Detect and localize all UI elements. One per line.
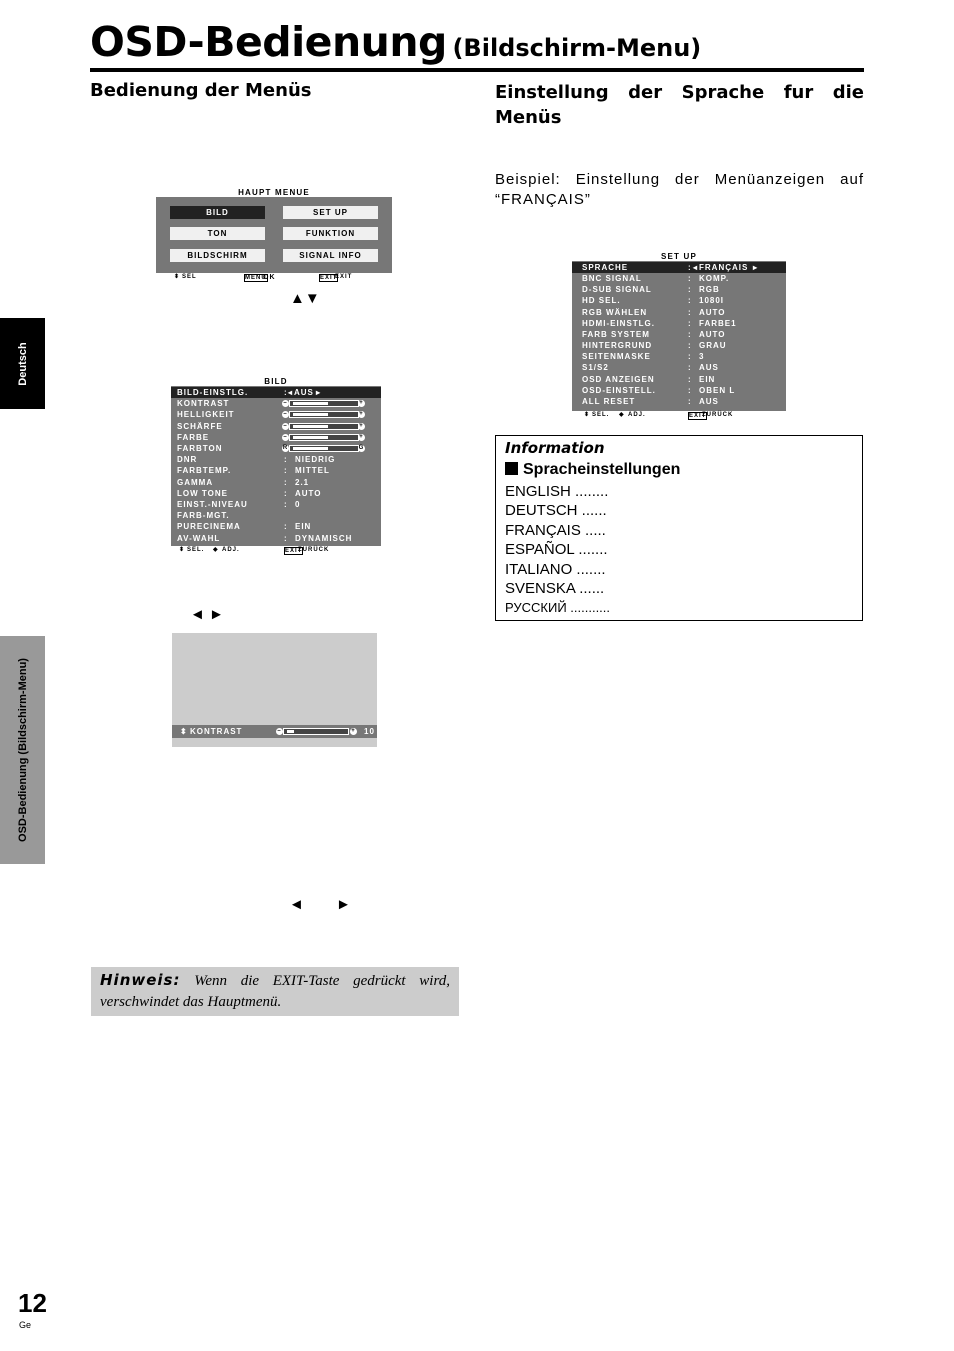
bild-row-value: 2.1 [295,477,310,487]
bild-row-value: DYNAMISCH [295,533,353,543]
arrow-right-icon[interactable]: ▸ [316,388,322,397]
row-separator: : [688,318,692,328]
plus-icon: + [351,728,356,734]
setup-row-value: EIN [699,374,716,384]
footer-exit-key: EXIT [285,548,303,554]
bild-row-label: FARBTON [177,444,223,453]
bild-row-label: BILD-EINSTLG. [177,388,249,397]
setup-menu-row[interactable] [572,362,786,373]
updown-icon: ⬍ [179,547,186,553]
arrow-left-icon[interactable]: ◂ [693,263,699,272]
setup-menu-row[interactable] [572,385,786,396]
bild-menu-row[interactable] [171,499,381,510]
setup-row-value: AUTO [699,307,726,317]
example-line2: “FRANÇAIS” [495,191,591,208]
plus-icon: + [359,400,364,407]
title-rule [90,68,864,72]
bild-menu-row[interactable] [171,421,381,432]
row-separator: : [688,285,692,295]
setup-row-value: RGB [699,285,720,295]
bild-menu-row[interactable] [171,398,381,409]
bild-row-bar [289,434,359,441]
lang-item-deutsch: DEUTSCH ...... [505,502,607,519]
footer-adj: ADJ. [628,412,646,418]
setup-row-value: 1080I [699,296,725,306]
setup-menu-row[interactable] [572,284,786,295]
main-menu-title: HAUPT MENUE [156,188,392,197]
bild-row-label: SCHÄRFE [177,421,223,431]
footer-sel: SEL. [592,412,610,418]
info-subtitle [505,461,680,479]
row-separator: : [284,455,288,465]
bild-row-label: GAMMA [177,477,214,487]
setup-row-value: FARBE1 [699,318,737,328]
setup-row-label: HD SEL. [582,296,621,306]
main-menu-osd [156,188,392,282]
row-separator: : [688,352,692,362]
updown-icon: ⬍ [584,412,591,418]
updown-icon: ⬍ [174,274,181,280]
bild-row-label: EINST.-NIVEAU [177,500,248,509]
setup-menu-row[interactable] [572,273,786,284]
setup-menu-row[interactable] [572,329,786,340]
bild-menu-osd [171,377,381,555]
left-arrow: ◄ [289,896,304,913]
kontrast-label: KONTRAST [190,727,243,736]
bild-menu-footer [171,546,381,555]
side-tab-language [0,318,45,409]
setup-row-value: OBEN L [699,385,736,395]
bild-row-label: AV-WAHL [177,533,221,543]
page-number: 12 [18,1288,47,1318]
setup-menu-row[interactable] [572,262,786,273]
setup-row-label: OSD ANZEIGEN [582,374,655,384]
setup-menu-row[interactable] [572,307,786,318]
setup-menu-row[interactable] [572,318,786,329]
minus-icon: – [283,400,288,407]
lang-item-russian: РУССКИЙ ........... [505,600,611,615]
lang-item-english: ENGLISH ........ [505,483,609,500]
lang-item-francais: FRANÇAIS ..... [505,522,606,539]
bild-menu-row[interactable] [171,409,381,420]
bild-row-label: FARB-MGT. [177,511,230,521]
bild-row-bar-fill [293,447,328,450]
setup-row-label: FARB SYSTEM [582,329,650,339]
side-tab-language-label: Deutsch [16,341,29,386]
bild-row-bar [289,400,359,407]
bild-menu-row[interactable] [171,454,381,465]
right-heading-line1: Einstellung der Sprache fur die [495,82,864,103]
example-line1: Beispiel: Einstellung der Menüanzeigen auf [495,171,864,188]
menu-button-signal-info[interactable]: SIGNAL INFO [283,249,378,262]
setup-row-label: HINTERGRUND [582,341,653,351]
bild-row-value: 0 [295,500,301,509]
setup-menu-row[interactable] [572,396,786,407]
setup-row-value: KOMP. [699,274,730,284]
setup-menu-row[interactable] [572,374,786,385]
bild-menu-row[interactable] [171,488,381,499]
info-box [495,435,863,621]
page-code: Ge [19,1320,32,1330]
footer-sel: SEL. [187,547,205,553]
leftright-icon: ◆ [619,412,625,418]
row-separator: : [688,263,692,272]
bild-menu-row[interactable] [171,477,381,488]
bild-row-label: FARBE [177,432,210,442]
setup-row-value: FRANÇAIS [699,263,749,272]
info-subtitle-text: Spracheinstellungen [523,461,681,478]
bild-row-bar [289,423,359,430]
bild-menu-row[interactable] [171,387,381,398]
info-title: Information [505,439,605,457]
footer-adj: ADJ. [222,547,240,553]
right-heading-line2: Menüs [495,107,562,128]
bild-row-label: LOW TONE [177,488,228,498]
bild-row-label: DNR [177,455,198,465]
bild-row-bar-fill [293,425,328,428]
bild-row-bar [289,411,359,418]
footer-exit-key: EXIT [689,413,707,419]
setup-row-label: D-SUB SIGNAL [582,285,652,295]
farbton-left-icon: R [282,445,289,451]
farbton-right-icon: G [358,445,365,451]
setup-row-label: SEITENMASKE [582,352,651,362]
menu-button-bildschirm[interactable]: BILDSCHIRM [170,249,265,262]
bild-menu-row[interactable] [171,432,381,443]
menu-button-bild[interactable]: BILD [170,206,265,219]
footer-menu-key: MENU [245,275,267,281]
setup-row-label: ALL RESET [582,396,636,406]
footer-ok: OK [263,274,276,281]
bild-row-value: AUS [294,388,314,397]
bild-menu-row[interactable] [171,521,381,532]
row-separator: : [688,307,692,317]
bild-row-label: PURECINEMA [177,522,241,532]
row-separator: : [688,296,692,306]
setup-row-value: GRAU [699,341,727,351]
bild-menu-row[interactable] [171,510,381,521]
row-separator: : [284,477,288,487]
minus-icon: – [277,728,282,734]
bild-menu-title: BILD [171,377,381,386]
bild-row-value: EIN [295,522,312,532]
row-separator: : [688,329,692,339]
setup-row-value: AUTO [699,329,726,339]
bild-menu-row[interactable] [171,443,381,454]
menu-button-ton[interactable]: TON [170,227,265,240]
setup-menu-osd [572,252,786,420]
setup-menu-row[interactable] [572,295,786,306]
row-separator: : [688,274,692,284]
leftright-icon: ◆ [213,547,219,553]
bild-row-bar [289,445,359,452]
right-heading [495,80,864,130]
lang-item-espanol: ESPAÑOL ....... [505,541,608,558]
setup-menu-row[interactable] [572,351,786,362]
bild-row-value: NIEDRIG [295,455,336,465]
row-separator: : [688,396,692,406]
setup-row-label: SPRACHE [582,263,629,272]
setup-row-label: S1/S2 [582,363,609,373]
row-separator: : [688,363,692,373]
arrow-right-icon[interactable]: ▸ [753,263,759,272]
row-separator: : [688,341,692,351]
kontrast-screen [172,633,377,747]
minus-icon: – [283,422,288,429]
example-text [495,170,864,210]
plus-icon: + [359,411,364,418]
row-separator: : [688,374,692,384]
note-text: Wenn die EXIT-Taste gedrückt wird, verschwindet das Hauptmenü. [100,973,450,1010]
bild-row-bar-fill [293,436,328,439]
setup-row-label: HDMI-EINSTLG. [582,318,655,328]
plus-icon: + [359,422,364,429]
row-separator: : [284,488,288,498]
lang-item-svenska: SVENSKA ...... [505,580,605,597]
plus-icon: + [359,433,364,440]
setup-menu-footer [572,411,786,420]
setup-row-value: AUS [699,363,719,373]
note-label: Hinweis: [100,971,181,989]
setup-menu-row[interactable] [572,340,786,351]
bild-row-label: FARBTEMP. [177,466,232,476]
row-separator: : [284,533,288,543]
footer-exit-key: EXIT [320,275,338,281]
setup-row-value: 3 [699,352,705,362]
side-tab-section-label: OSD-Bedienung (Bildschirm-Menu) [16,658,29,842]
setup-menu-title: SET UP [572,252,786,261]
updown-icon: ⬍ [180,727,188,736]
menu-button-funktion[interactable]: FUNKTION [283,227,378,240]
side-tab-section [0,636,45,864]
kontrast-bar [283,728,349,735]
setup-row-label: RGB WÄHLEN [582,307,648,317]
menu-button-setup[interactable]: SET UP [283,206,378,219]
updown-arrows: ▲▼ [290,290,320,307]
row-separator: : [284,500,288,509]
bild-row-value: AUTO [295,488,322,498]
footer-back: ZURÜCK [298,547,330,553]
page-title [90,18,701,66]
row-separator: : [688,385,692,395]
kontrast-value: 10 [364,727,375,736]
footer-sel: SEL [182,274,197,280]
bild-menu-row[interactable] [171,533,381,544]
row-separator: : [284,522,288,532]
setup-row-label: OSD-EINSTELL. [582,385,656,395]
leftright-arrows: ◄ ► [190,606,224,623]
setup-row-value: AUS [699,396,719,406]
page-title-main: OSD-Bedienung [90,18,447,66]
row-separator: : [284,466,288,476]
bild-row-bar-fill [293,413,328,416]
main-menu-footer [156,273,392,282]
square-bullet-icon [505,462,518,475]
bild-row-label: KONTRAST [177,399,230,409]
row-separator: : [284,388,288,397]
footer-exit: EXIT [335,274,353,280]
page-title-sub: (Bildschirm-Menu) [452,34,702,62]
bild-row-label: HELLIGKEIT [177,410,235,420]
bild-row-bar-fill [293,402,328,405]
bild-row-value: MITTEL [295,466,330,476]
bild-menu-row[interactable] [171,465,381,476]
kontrast-bar-row [172,725,377,738]
setup-row-label: BNC SIGNAL [582,274,642,284]
kontrast-bar-fill [287,730,294,733]
note-box [91,967,459,1016]
left-heading: Bedienung der Menüs [90,80,312,101]
footer-back: ZURÜCK [702,412,734,418]
right-arrow: ► [336,896,351,913]
minus-icon: – [283,411,288,418]
minus-icon: – [283,433,288,440]
lang-item-italiano: ITALIANO ....... [505,561,606,578]
arrow-left-icon[interactable]: ◂ [288,388,294,397]
